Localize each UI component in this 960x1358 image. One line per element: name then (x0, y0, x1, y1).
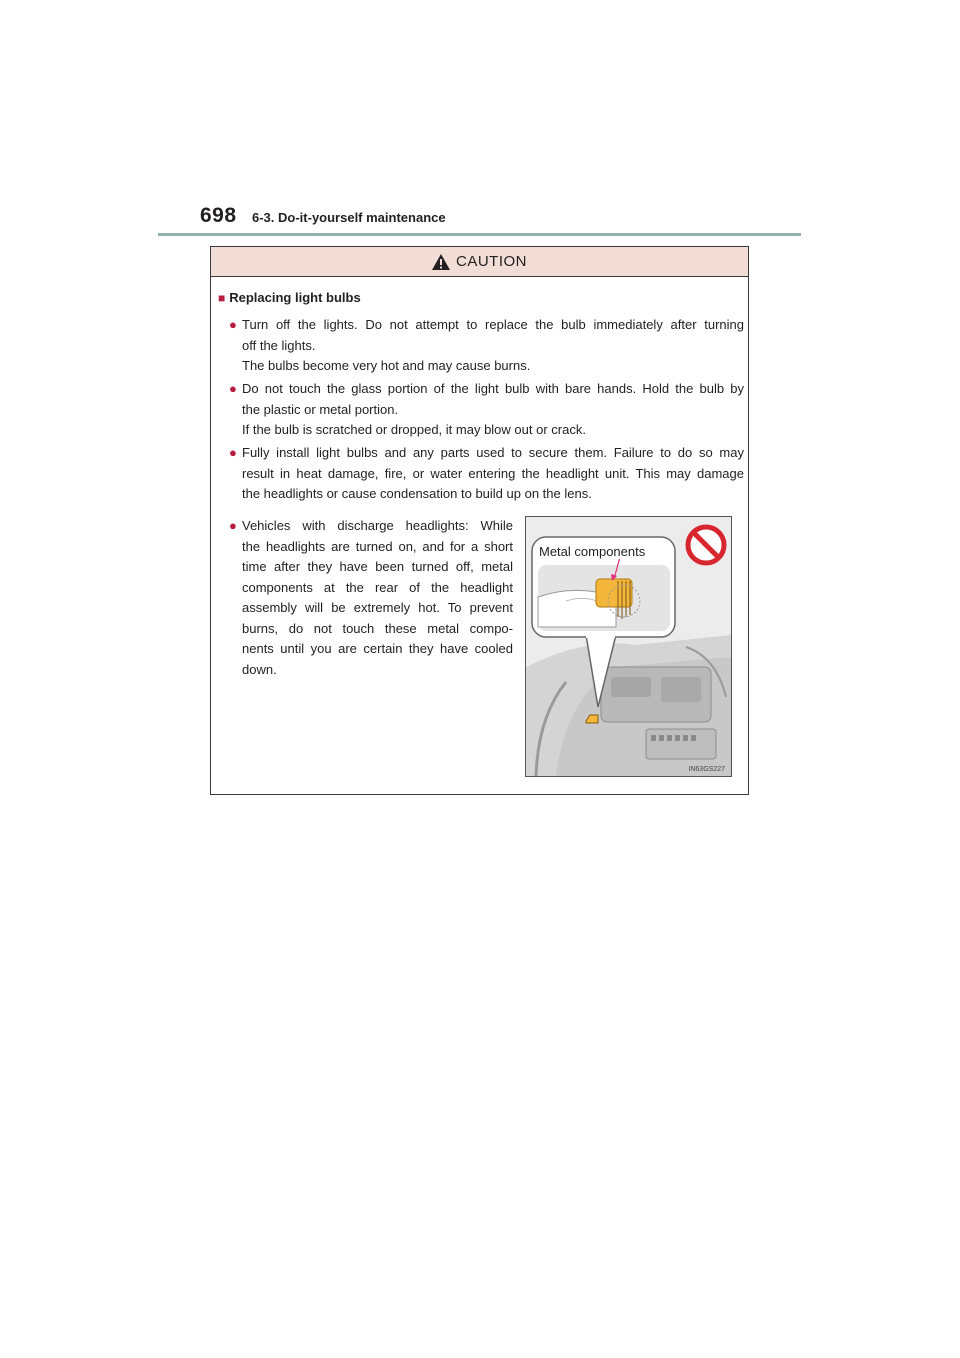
bullet-line: result in heat damage, fire, or water entering the headlight unit. This may damage (242, 465, 744, 481)
bullet-line: the plastic or metal portion. (242, 401, 399, 417)
bullet-dot-icon: ● (229, 381, 237, 396)
bullet-dot-icon: ● (229, 445, 237, 460)
square-bullet-icon: ■ (218, 291, 226, 305)
caution-label: CAUTION (456, 253, 527, 270)
caution-bar (211, 247, 748, 277)
bullet-dot-icon: ● (229, 518, 237, 533)
bullet-line: the headlights are turned on, and for a short (242, 538, 513, 554)
bullet-line: Turn off the lights. Do not attempt to replace the bulb immediately after turning (242, 317, 744, 332)
header-rule (158, 233, 801, 236)
bullet-line: the headlights or cause condensation to build up on the lens. (242, 486, 592, 501)
bullet-line: off the lights. (242, 337, 316, 353)
bullet-line: Do not touch the glass portion of the light bulb with bare hands. Hold the bulb by (242, 381, 744, 396)
section-title: 6-3. Do-it-yourself maintenance (252, 210, 446, 225)
bullet-dot-icon: ● (229, 317, 237, 332)
page-header (0, 0, 960, 240)
bullet-line: assembly will be extremely hot. To prevent (242, 600, 513, 615)
bullet-item (229, 315, 744, 377)
bullet-line: Fully install light bulbs and any parts used to secure them. Failure to do so may (242, 445, 744, 460)
bullet-line: Vehicles with discharge headlights: While (242, 518, 513, 533)
warning-icon (432, 254, 450, 270)
bullet-line: components at the rear of the headlight (242, 579, 513, 595)
subheading (218, 290, 361, 305)
bullet-item (229, 516, 513, 680)
bullet-item (229, 379, 744, 441)
bullet-line: burns, do not touch these metal compo- (242, 620, 513, 636)
subheading-text: Replacing light bulbs (229, 290, 361, 305)
illustration (525, 516, 732, 777)
bullet-line: If the bulb is scratched or dropped, it may blow out or crack. (242, 422, 586, 437)
bullet-item (229, 443, 744, 505)
callout-label: Metal components (539, 544, 646, 559)
bullet-line: time after they have been turned off, metal (242, 559, 513, 574)
bullet-line: nents until you are certain they have cooled (242, 641, 513, 656)
bullet-line: The bulbs become very hot and may cause burns. (242, 358, 531, 373)
page-number: 698 (200, 204, 237, 227)
bullet-line: down. (242, 661, 277, 677)
figure-code: IN63GS227 (688, 766, 725, 773)
